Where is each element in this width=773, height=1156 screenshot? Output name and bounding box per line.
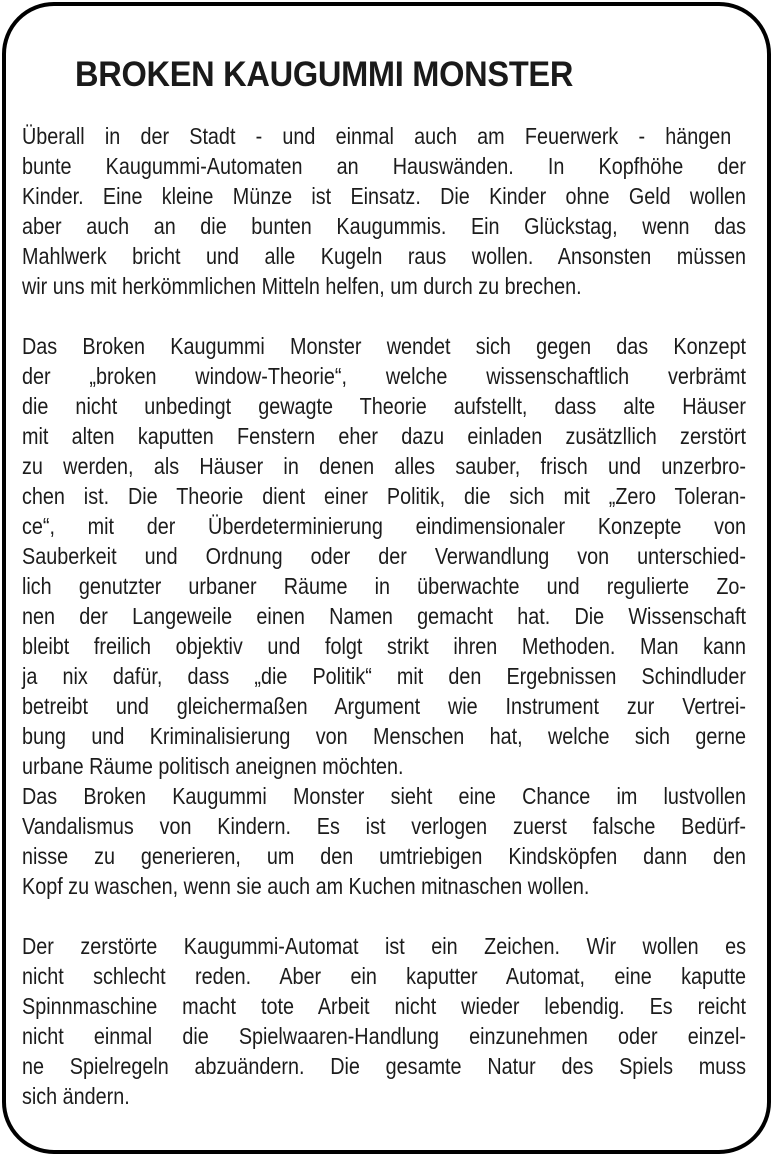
text-line: nisse zu generieren, um den umtriebigen Kindsköpfen dann den — [22, 843, 746, 869]
paragraph-3 — [22, 781, 746, 901]
text-line: sich ändern. — [22, 1083, 130, 1109]
text-line: lich genutzter urbaner Räume in überwachte und regulierte Zo- — [22, 573, 746, 599]
page-title: BROKEN KAUGUMMI MONSTER — [75, 55, 574, 94]
text-line: Kinder. Eine kleine Münze ist Einsatz. Die Kinder ohne Geld wollen — [22, 183, 746, 209]
text-line: chen ist. Die Theorie dient einer Politik, die sich mit „Zero Toleran- — [22, 483, 746, 509]
text-line: ce“, mit der Überdeterminierung eindimensionaler Konzepte von — [22, 513, 746, 539]
text-line: bleibt freilich objektiv und folgt strikt ihren Methoden. Man kann — [22, 633, 746, 659]
paragraph-1 — [22, 121, 746, 301]
text-line: urbane Räume politisch aneignen möchten. — [22, 753, 404, 779]
paragraph-gap — [22, 901, 746, 931]
paragraph-2 — [22, 331, 746, 781]
text-line: betreibt und gleichermaßen Argument wie Instrument zur Vertrei- — [22, 693, 746, 719]
text-line: Das Broken Kaugummi Monster wendet sich gegen das Konzept — [22, 333, 746, 359]
text-line: Vandalismus von Kindern. Es ist verlogen zuerst falsche Bedürf- — [22, 813, 746, 839]
paragraph-4 — [22, 931, 746, 1111]
text-line: Der zerstörte Kaugummi-Automat ist ein Zeichen. Wir wollen es — [22, 933, 746, 959]
text-line: nicht einmal die Spielwaaren-Handlung einzunehmen oder einzel- — [22, 1023, 746, 1049]
text-line: Mahlwerk bricht und alle Kugeln raus wollen. Ansonsten müssen — [22, 243, 746, 269]
text-line: der „broken window-Theorie“, welche wissenschaftlich verbrämt — [22, 363, 746, 389]
text-line: die nicht unbedingt gewagte Theorie aufstellt, dass alte Häuser — [22, 393, 746, 419]
text-line: Spinnmaschine macht tote Arbeit nicht wieder lebendig. Es reicht — [22, 993, 746, 1019]
text-line: mit alten kaputten Fenstern eher dazu einladen zusätzllich zerstört — [22, 423, 746, 449]
text-line: ne Spielregeln abzuändern. Die gesamte Natur des Spiels muss — [22, 1053, 746, 1079]
text-line: nicht schlecht reden. Aber ein kaputter Automat, eine kaputte — [22, 963, 746, 989]
text-line: Kopf zu waschen, wenn sie auch am Kuchen mitnaschen wollen. — [22, 873, 590, 899]
text-line: nen der Langeweile einen Namen gemacht hat. Die Wissenschaft — [22, 603, 746, 629]
text-line: Überall in der Stadt - und einmal auch am Feuerwerk - hängen — [22, 123, 732, 149]
text-line: aber auch an die bunten Kaugummis. Ein Glückstag, wenn das — [22, 213, 746, 239]
text-line: bung und Kriminalisierung von Menschen hat, welche sich gerne — [22, 723, 746, 749]
text-line: Das Broken Kaugummi Monster sieht eine Chance im lustvollen — [22, 783, 746, 809]
text-line: ja nix dafür, dass „die Politik“ mit den Ergebnissen Schindluder — [22, 663, 746, 689]
text-line: wir uns mit herkömmlichen Mitteln helfen, um durch zu brechen. — [22, 273, 582, 299]
paragraph-gap — [22, 301, 746, 331]
text-line: bunte Kaugummi-Automaten an Hauswänden. In Kopfhöhe der — [22, 153, 746, 179]
text-line: zu werden, als Häuser in denen alles sauber, frisch und unzerbro- — [22, 453, 746, 479]
text-line: Sauberkeit und Ordnung oder der Verwandlung von unterschied- — [22, 543, 746, 569]
document-body — [22, 121, 746, 1111]
